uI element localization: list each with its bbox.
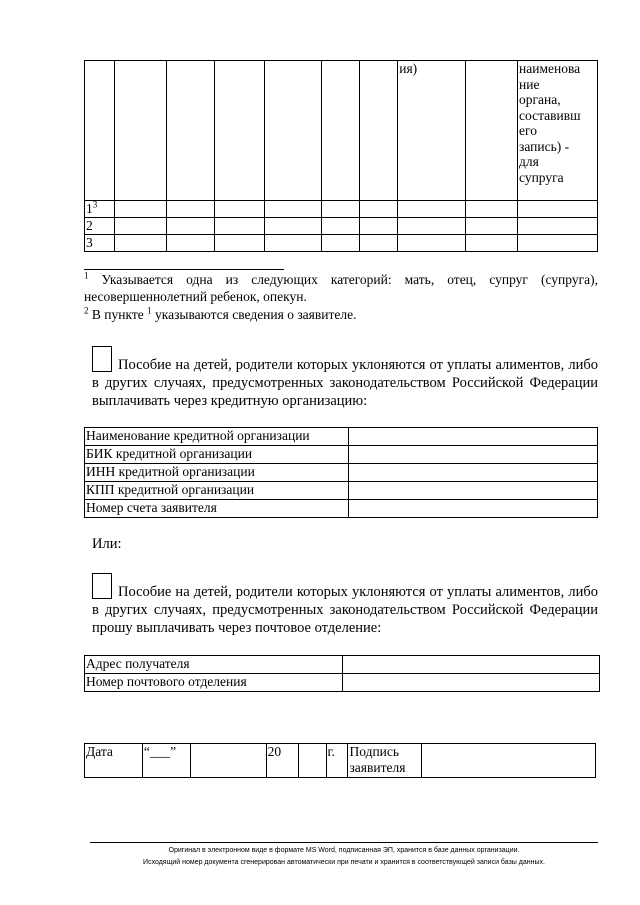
bik-field[interactable]	[348, 446, 597, 464]
table-cell[interactable]	[114, 218, 166, 235]
table-cell	[114, 61, 166, 201]
year-suffix: г.	[326, 744, 348, 778]
table-cell[interactable]	[398, 201, 466, 218]
recipient-address-label: Адрес получателя	[85, 656, 343, 674]
or-label: Или:	[92, 536, 122, 552]
table-row	[85, 464, 598, 482]
signature-label-line2: заявителя	[349, 759, 406, 775]
post-option-text: Пособие на детей, родители которых уклоняются от уплаты алиментов, либо в других случаях, предусмотренных законодательством Российской Федерации прошу выплачивать через почтовое отделение:	[92, 584, 598, 636]
footnote-2: $^2$ В пункте $^1$ указываются сведения о заявителе.	[84, 305, 357, 322]
signature-label-line1: Подпись	[349, 744, 400, 759]
header-line: для	[519, 154, 539, 169]
month-field[interactable]	[190, 744, 266, 778]
inn-field[interactable]	[348, 464, 597, 482]
table-cell[interactable]	[166, 201, 214, 218]
table-header-col8: ия)	[398, 61, 466, 201]
kpp-label: КПП кредитной организации	[85, 482, 349, 500]
table-cell[interactable]	[466, 201, 518, 218]
table-cell[interactable]	[518, 235, 598, 252]
signature-label	[348, 744, 422, 778]
table-row	[85, 235, 598, 252]
day-field[interactable]: “___”	[142, 744, 190, 778]
table-header-col10	[518, 61, 598, 201]
header-line: наименова	[519, 61, 581, 76]
table-cell	[214, 61, 264, 201]
table-cell[interactable]	[166, 235, 214, 252]
footnote-1: $^1$ Указывается одна из следующих категорий: мать, отец, супруг (супруга), несовершеннолетний ребенок, опекун.	[84, 270, 598, 304]
applicant-family-table	[84, 60, 598, 252]
footer-line-1: Оригинал в электронном виде в формате MS Word, подписанная ЭП, хранится в базе данных организации.	[168, 847, 520, 854]
row-number-cell: 3	[85, 235, 115, 252]
table-row	[85, 482, 598, 500]
header-line: органа,	[519, 92, 561, 107]
table-row	[85, 201, 598, 218]
table-row	[85, 674, 600, 692]
table-row	[85, 218, 598, 235]
bank-option-text: Пособие на детей, родители которых уклоняются от уплаты алиментов, либо в других случаях, предусмотренных законодательством Российской Федерации выплачивать через кредитную организацию:	[92, 357, 598, 409]
table-cell[interactable]	[264, 218, 322, 235]
table-cell[interactable]	[166, 218, 214, 235]
table-cell[interactable]	[466, 218, 518, 235]
post-details-table	[84, 655, 600, 692]
table-row	[85, 500, 598, 518]
bik-label: БИК кредитной организации	[85, 446, 349, 464]
table-cell[interactable]	[214, 218, 264, 235]
footer-divider	[90, 842, 598, 843]
table-cell[interactable]	[360, 201, 398, 218]
header-line: ние	[519, 76, 540, 92]
kpp-field[interactable]	[348, 482, 597, 500]
table-cell[interactable]	[398, 235, 466, 252]
table-cell[interactable]	[114, 201, 166, 218]
table-cell[interactable]	[264, 201, 322, 218]
table-cell	[264, 61, 322, 201]
table-cell[interactable]	[214, 201, 264, 218]
table-cell[interactable]	[518, 201, 598, 218]
header-line: запись) -	[519, 138, 570, 154]
table-cell[interactable]	[322, 218, 360, 235]
post-office-number-label: Номер почтового отделения	[85, 674, 343, 692]
post-office-number-field[interactable]	[342, 674, 599, 692]
table-row	[85, 656, 600, 674]
year-prefix: 20	[266, 744, 298, 778]
table-cell[interactable]	[322, 235, 360, 252]
table-cell[interactable]	[214, 235, 264, 252]
header-line: составивш	[519, 107, 581, 123]
inn-label: ИНН кредитной организации	[85, 464, 349, 482]
table-cell[interactable]	[518, 218, 598, 235]
footnote-separator	[84, 269, 284, 270]
row-number-cell: $1^3$	[85, 201, 115, 218]
table-row	[85, 446, 598, 464]
table-header-row	[85, 61, 598, 201]
bank-name-field[interactable]	[348, 428, 597, 446]
recipient-address-field[interactable]	[342, 656, 599, 674]
footer-line-2: Исходящий номер документа сгенерирован автоматически при печати и хранится в соответствующей записи базы данных.	[143, 859, 545, 866]
bank-details-table	[84, 427, 598, 518]
table-cell	[322, 61, 360, 201]
table-cell[interactable]	[466, 235, 518, 252]
table-cell	[166, 61, 214, 201]
table-cell	[85, 61, 115, 201]
table-cell[interactable]	[264, 235, 322, 252]
signature-field[interactable]	[422, 744, 596, 778]
date-label: Дата	[85, 744, 143, 778]
row-number-cell: 2	[85, 218, 115, 235]
bank-name-label: Наименование кредитной организации	[85, 428, 349, 446]
table-cell[interactable]	[398, 218, 466, 235]
table-cell[interactable]	[360, 218, 398, 235]
table-cell	[360, 61, 398, 201]
table-row	[85, 744, 596, 778]
header-line: его	[519, 123, 537, 138]
table-cell[interactable]	[322, 201, 360, 218]
table-row	[85, 428, 598, 446]
signature-table	[84, 743, 596, 778]
account-number-label: Номер счета заявителя	[85, 500, 349, 518]
account-number-field[interactable]	[348, 500, 597, 518]
table-cell[interactable]	[114, 235, 166, 252]
footer	[60, 845, 628, 869]
year-field[interactable]	[298, 744, 326, 778]
table-cell	[466, 61, 518, 201]
table-cell[interactable]	[360, 235, 398, 252]
header-line: супруга	[519, 169, 564, 185]
